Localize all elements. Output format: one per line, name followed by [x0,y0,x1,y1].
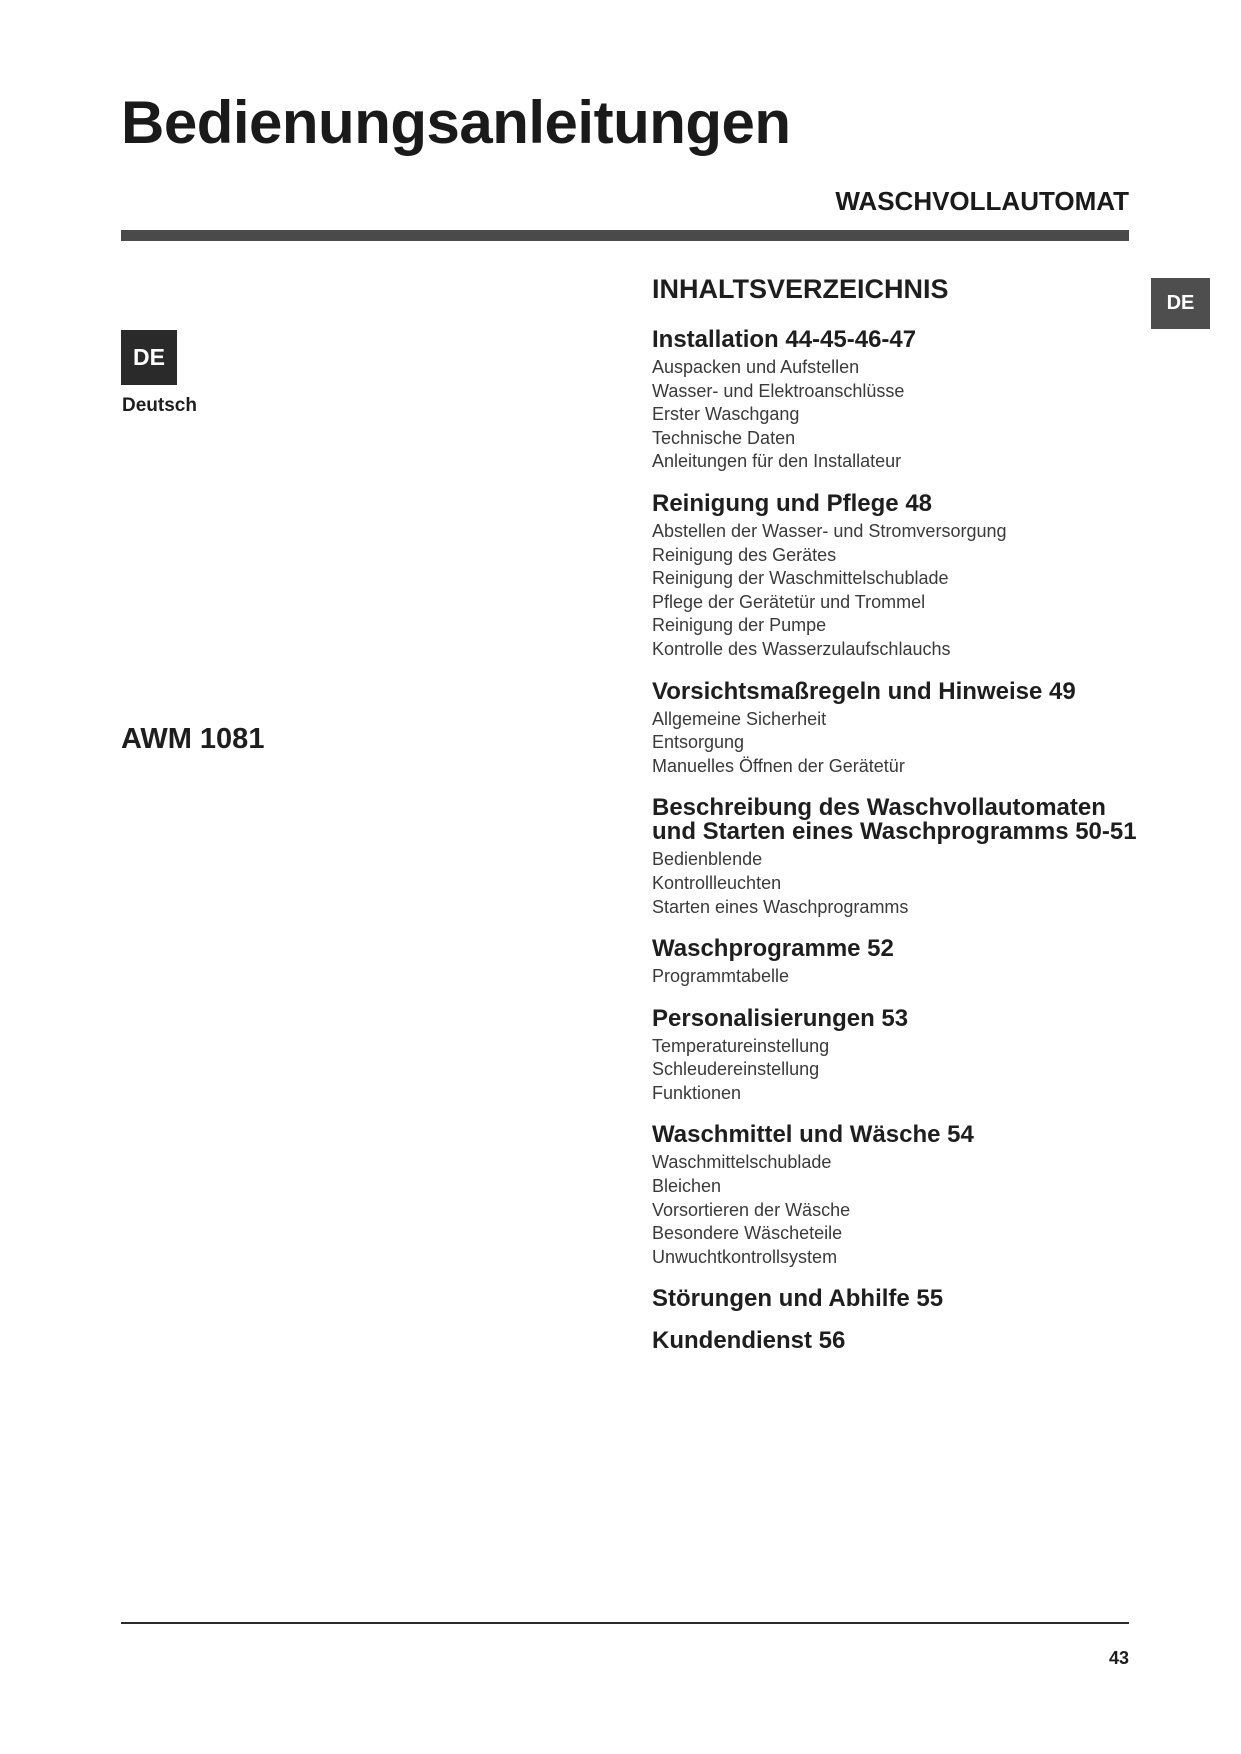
toc-item: Programmtabelle [652,966,790,987]
toc-item: Entsorgung [652,732,745,753]
page-number: 43 [1108,1648,1129,1668]
toc-item: Funktionen [652,1082,742,1103]
toc-item: Starten eines Waschprogramms [652,896,909,917]
toc-section-title: Kundendienst 56 [652,1327,846,1355]
toc-section-title: Beschreibung des Waschvollautomaten [652,794,1106,822]
toc-section-title: Waschprogramme 52 [652,935,894,963]
toc-item: Allgemeine Sicherheit [652,708,827,729]
toc-section-title-line2: und Starten eines Waschprogramms 50-51 [652,818,1137,846]
toc-item: Manuelles Öffnen der Gerätetür [652,755,905,776]
toc-item: Auspacken und Aufstellen [652,357,860,377]
header-divider-bar [121,230,1129,241]
toc-item: Abstellen der Wasser- und Stromversorgung [652,520,1007,541]
toc-item: Bleichen [652,1176,722,1197]
toc-item: Reinigung der Pumpe [652,615,827,636]
language-side-tab: DE [1151,278,1210,329]
toc-item-list [652,965,1172,989]
toc-section [652,937,1172,989]
toc-item: Reinigung des Gerätes [652,544,837,565]
toc-section [652,1287,1172,1311]
toc-item: Bedienblende [652,849,763,870]
toc-item: Besondere Wäscheteile [652,1223,843,1244]
toc-sections [652,328,1172,1353]
toc-heading: INHALTSVERZEICHNIS [652,274,949,304]
toc-section [652,1329,1172,1353]
toc-item: Waschmittelschublade [652,1152,832,1173]
toc-item: Kontrollleuchten [652,872,782,893]
toc-section-title: Störungen und Abhilfe 55 [652,1285,944,1313]
toc-item: Unwuchtkontrollsystem [652,1246,838,1267]
toc-item: Erster Waschgang [652,404,800,425]
toc-section-title: Personalisierungen 53 [652,1004,909,1032]
language-badge: DE [121,330,177,385]
toc-section-title: Vorsichtsmaßregeln und Hinweise 49 [652,677,1076,705]
toc-item: Temperatureinstellung [652,1035,830,1056]
toc-section [652,1004,1172,1106]
toc-section [652,328,1172,474]
toc-section [652,1123,1172,1269]
toc-item: Wasser- und Elektroanschlüsse [652,380,905,401]
language-name: Deutsch [122,395,197,416]
document-title: Bedienungsanleitungen [121,89,791,156]
toc-item: Reinigung der Waschmittelschublade [652,568,949,589]
toc-section [652,489,1172,662]
model-number: AWM 1081 [121,723,265,755]
toc-section-title: Reinigung und Pflege 48 [652,489,933,517]
product-type: WASCHVOLLAUTOMAT [835,186,1129,216]
toc-item: Pflege der Gerätetür und Trommel [652,591,926,612]
toc-item-list [652,1151,1172,1269]
toc-section-title: Waschmittel und Wäsche 54 [652,1121,974,1149]
table-of-contents [652,272,1172,1371]
toc-item-list [652,356,1172,474]
toc-item-list [652,1035,1172,1106]
toc-section [652,677,1172,779]
toc-section-title: Installation 44-45-46-47 [652,326,917,353]
toc-item-list [652,848,1172,919]
toc-item: Technische Daten [652,427,796,448]
toc-item: Kontrolle des Wasserzulaufschlauchs [652,638,951,659]
toc-item: Schleudereinstellung [652,1059,820,1080]
toc-item-list [652,708,1172,779]
toc-item-list [652,520,1172,662]
toc-item: Vorsortieren der Wäsche [652,1199,851,1220]
toc-section [652,796,1172,919]
footer-divider [121,1622,1129,1624]
toc-item: Anleitungen für den Installateur [652,451,902,472]
